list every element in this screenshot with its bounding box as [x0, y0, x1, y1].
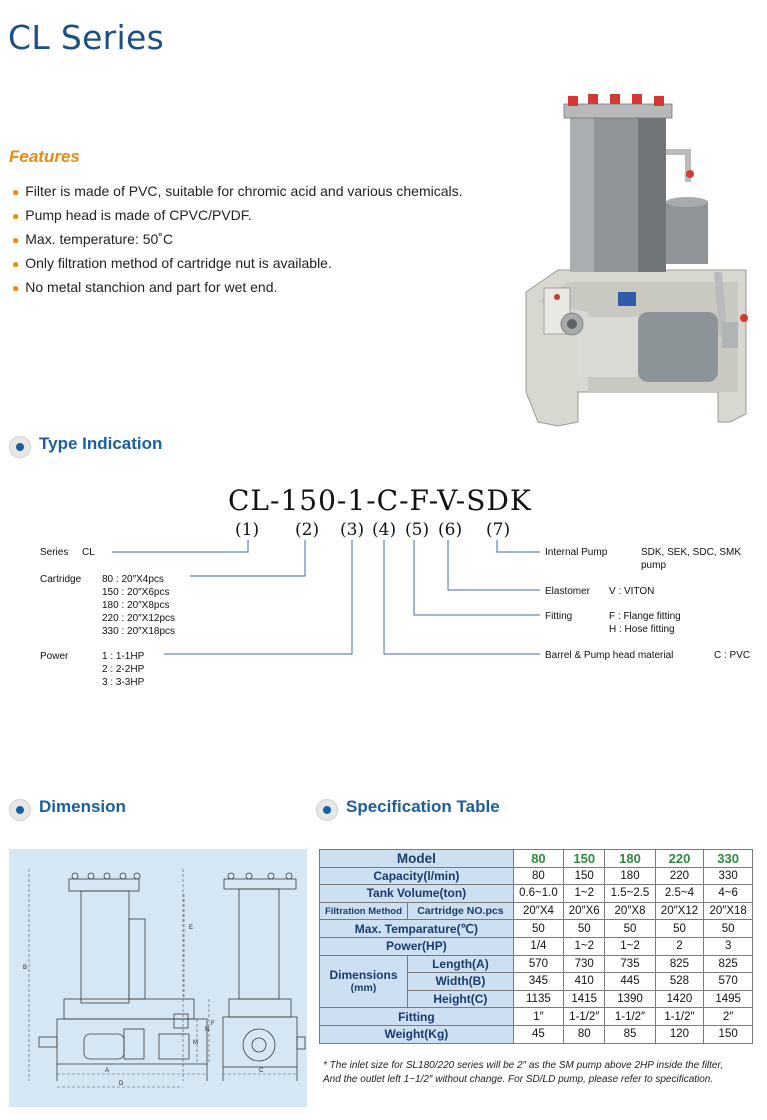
table-cell: 825 [655, 955, 704, 973]
bullet-icon: ● [12, 209, 20, 223]
dim-label-a: A [105, 1068, 110, 1074]
power-header: Power(HP) [320, 937, 514, 955]
table-cell: 2″ [704, 1008, 753, 1026]
code-number-5: (5) [405, 520, 430, 540]
table-cell: 1~2 [605, 937, 655, 955]
code-number-2: (2) [295, 520, 320, 540]
code-number-3: (3) [340, 520, 365, 540]
table-cell: 330 [704, 867, 753, 885]
dimension-drawing-svg [9, 849, 307, 1107]
cartridge-option: 180 : 20″X8pcs [102, 600, 170, 611]
cartridge-option: 220 : 20″X12pcs [102, 613, 176, 624]
bullet-icon: ● [12, 185, 20, 199]
power-option: 1 : 1-1HP [102, 651, 145, 662]
table-row [320, 955, 753, 973]
cartridge-header: Cartridge NO.pcs [408, 902, 514, 920]
fitting-label: Fitting [545, 611, 573, 622]
table-cell: 50 [513, 920, 563, 938]
cartridge-option: 330 : 20″X18pcs [102, 626, 176, 637]
features-title: Features [9, 147, 80, 166]
table-cell: 150 [564, 867, 605, 885]
table-cell: 410 [564, 973, 605, 991]
filtration-header: Filtration Method [320, 902, 408, 920]
table-cell: 50 [655, 920, 704, 938]
code-number-4: (4) [372, 520, 397, 540]
code-number-6: (6) [438, 520, 463, 540]
table-cell: 1~2 [564, 937, 605, 955]
table-row [320, 937, 753, 955]
section-bullet-icon [9, 799, 31, 821]
table-cell: 1390 [605, 990, 655, 1008]
cartridge-option: 150 : 20″X6pcs [102, 587, 170, 598]
table-row [320, 1008, 753, 1026]
table-cell: 50 [704, 920, 753, 938]
table-cell: 85 [605, 1025, 655, 1043]
table-cell: 4~6 [704, 885, 753, 903]
table-row [320, 1025, 753, 1043]
model-cell: 330 [704, 850, 753, 868]
table-cell: 1-1/2″ [605, 1008, 655, 1026]
length-header: Length(A) [408, 955, 514, 973]
table-cell: 50 [564, 920, 605, 938]
table-cell: 570 [513, 955, 563, 973]
fitting-value: H : Hose fitting [609, 624, 675, 635]
cartridge-option: 80 : 20″X4pcs [102, 574, 164, 585]
table-cell: 20″X12 [655, 902, 704, 920]
model-header: Model [320, 850, 514, 868]
dim-label-e: E [189, 925, 194, 931]
table-row [320, 885, 753, 903]
table-cell: 1/4 [513, 937, 563, 955]
table-cell: 1.5~2.5 [605, 885, 655, 903]
page-title: CL Series [8, 18, 165, 57]
dimensions-header: Dimensions (mm) [320, 955, 408, 1008]
dim-label-n: N [205, 1027, 210, 1033]
max-temp-header: Max. Temparature(℃) [320, 920, 514, 938]
table-cell: 1420 [655, 990, 704, 1008]
table-row [320, 867, 753, 885]
table-cell: 735 [605, 955, 655, 973]
table-cell: 570 [704, 973, 753, 991]
dim-label-d: D [119, 1081, 124, 1087]
table-cell: 825 [704, 955, 753, 973]
table-cell: 1~2 [564, 885, 605, 903]
dimension-drawing [9, 849, 307, 1107]
dim-label-f: F [211, 1021, 215, 1027]
table-cell: 2 [655, 937, 704, 955]
table-cell: 345 [513, 973, 563, 991]
table-cell: 220 [655, 867, 704, 885]
dim-label-m: M [193, 1040, 198, 1046]
feature-item: ● Pump head is made of CPVC/PVDF. [12, 207, 252, 223]
table-cell: 3 [704, 937, 753, 955]
table-cell: 445 [605, 973, 655, 991]
power-label: Power [40, 651, 69, 662]
spec-footnote: * The inlet size for SL180/220 series will be 2″ as the SM pump above 2HP inside the filter, And the outlet left 1~1/2″ without change. For SD/LD pump, please refer to specification. [323, 1060, 724, 1085]
model-cell: 220 [655, 850, 704, 868]
model-cell: 180 [605, 850, 655, 868]
model-cell: 80 [513, 850, 563, 868]
dim-label-c: C [259, 1068, 264, 1074]
table-cell: 528 [655, 973, 704, 991]
table-row [320, 850, 753, 868]
feature-item: ● Only filtration method of cartridge nut is available. [12, 255, 332, 271]
internal-pump-value: SDK, SEK, SDC, SMK [641, 547, 742, 558]
table-cell: 20″X4 [513, 902, 563, 920]
model-cell: 150 [564, 850, 605, 868]
capacity-header: Capacity(l/min) [320, 867, 514, 885]
table-cell: 20″X18 [704, 902, 753, 920]
weight-header: Weight(Kg) [320, 1025, 514, 1043]
feature-item: ● No metal stanchion and part for wet end. [12, 279, 278, 295]
elastomer-value: V : VITON [609, 586, 655, 597]
code-number-7: (7) [486, 520, 511, 540]
section-bullet-icon [316, 799, 338, 821]
barrel-label: Barrel & Pump head material [545, 650, 674, 661]
cartridge-label: Cartridge [40, 574, 82, 585]
feature-item: ● Filter is made of PVC, suitable for chromic acid and various chemicals. [12, 183, 463, 199]
table-cell: 0.6~1.0 [513, 885, 563, 903]
table-cell: 45 [513, 1025, 563, 1043]
spec-table [319, 849, 753, 1044]
table-cell: 1″ [513, 1008, 563, 1026]
table-cell: 20″X8 [605, 902, 655, 920]
dim-label-b: B [23, 965, 28, 971]
table-cell: 80 [564, 1025, 605, 1043]
series-label: Series [40, 547, 69, 558]
table-cell: 1-1/2″ [564, 1008, 605, 1026]
type-indication-heading: Type Indication [9, 434, 754, 460]
table-cell: 50 [605, 920, 655, 938]
barrel-value: C : PVC [714, 650, 751, 661]
model-code: CL-150-1-C-F-V-SDK [228, 484, 532, 517]
dimension-heading: Dimension [9, 797, 296, 823]
table-cell: 80 [513, 867, 563, 885]
table-cell: 1135 [513, 990, 563, 1008]
table-cell: 120 [655, 1025, 704, 1043]
table-cell: 150 [704, 1025, 753, 1043]
spec-table-heading: Specification Table [316, 797, 754, 823]
internal-pump-value: pump [641, 560, 667, 571]
bullet-icon: ● [12, 281, 20, 295]
bullet-icon: ● [12, 233, 20, 247]
table-cell: 730 [564, 955, 605, 973]
height-header: Height(C) [408, 990, 514, 1008]
table-row [320, 902, 753, 920]
table-cell: 1495 [704, 990, 753, 1008]
table-cell: 2.5~4 [655, 885, 704, 903]
fitting-header: Fitting [320, 1008, 514, 1026]
table-cell: 1-1/2″ [655, 1008, 704, 1026]
code-number-1: (1) [235, 520, 260, 540]
bullet-icon: ● [12, 257, 20, 271]
tank-volume-header: Tank Volume(ton) [320, 885, 514, 903]
power-option: 3 : 3-3HP [102, 677, 145, 688]
table-cell: 180 [605, 867, 655, 885]
feature-item: ● Max. temperature: 50˚C [12, 231, 174, 247]
internal-pump-label: Internal Pump [545, 547, 608, 558]
table-row [320, 920, 753, 938]
fitting-value: F : Flange fitting [609, 611, 681, 622]
power-option: 2 : 2-2HP [102, 664, 145, 675]
table-cell: 1415 [564, 990, 605, 1008]
table-cell: 20″X6 [564, 902, 605, 920]
width-header: Width(B) [408, 973, 514, 991]
series-value: CL [82, 547, 95, 558]
elastomer-label: Elastomer [545, 586, 591, 597]
